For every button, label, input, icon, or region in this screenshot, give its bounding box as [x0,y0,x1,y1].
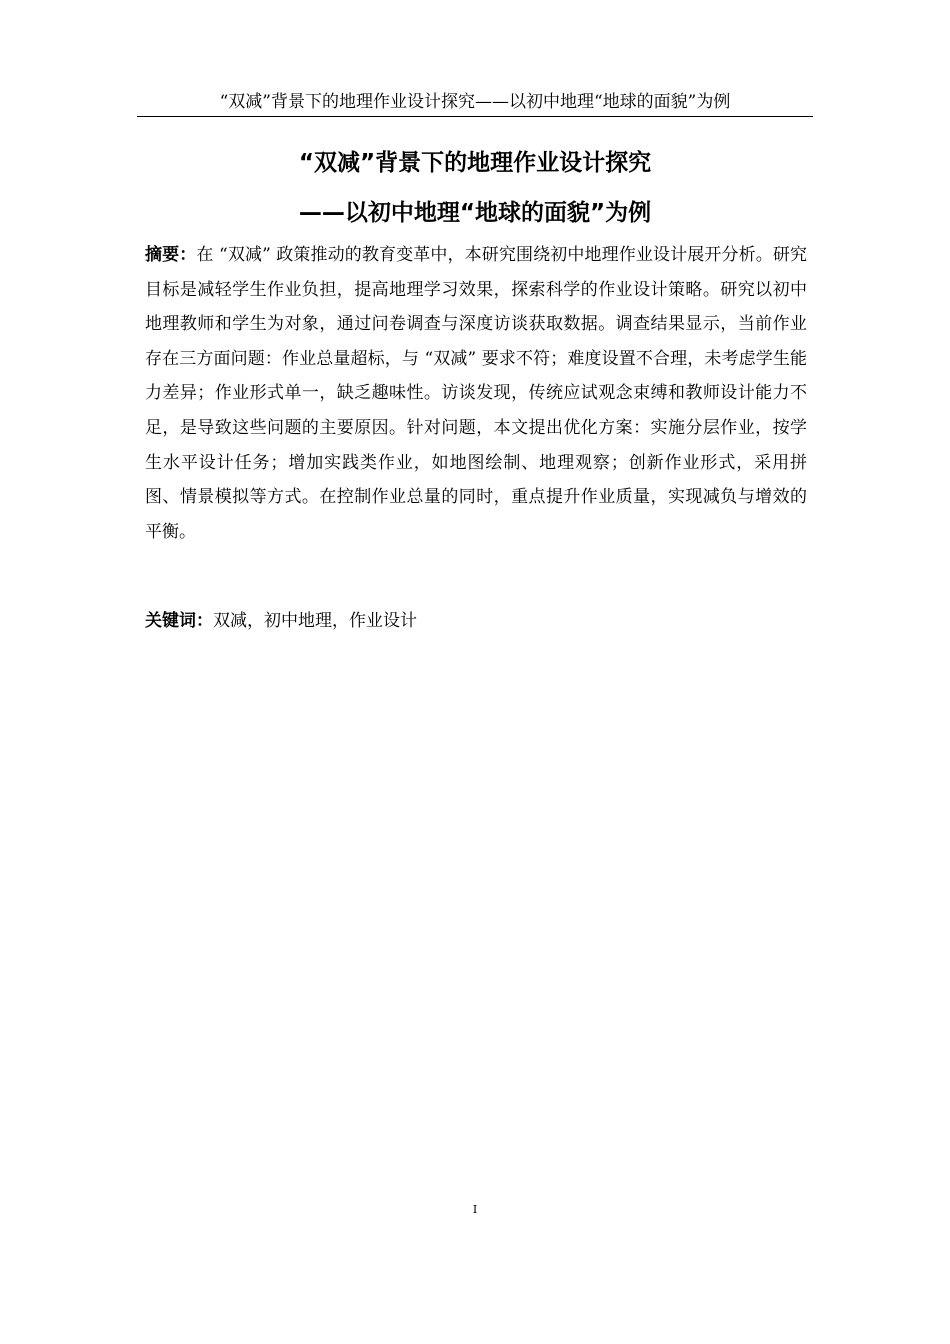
keywords-text: 双减，初中地理，作业设计 [213,611,417,631]
page-number: I [472,1203,478,1216]
paper-title: “双减”背景下的地理作业设计探究 [298,150,652,176]
paper-subtitle: ——以初中地理“地球的面貌”为例 [298,200,652,226]
abstract-paragraph [145,238,807,549]
header-rule [137,116,813,117]
abstract-label: 摘要： [145,245,197,265]
running-header: “双减”背景下的地理作业设计探究——以初中地理“地球的面貌”为例 [219,92,731,112]
keywords-label: 关键词： [145,611,213,631]
keywords-line [145,606,807,636]
abstract-text: 在 “双减” 政策推动的教育变革中，本研究围绕初中地理作业设计展开分析。研究目标是减轻学生作业负担，提高地理学习效果，探索科学的作业设计策略。研究以初中地理教师和学生为对象，通过问卷调查与深度访谈获取数据。调查结果显示，当前作业存在三方面问题：作业总量超标，与 “双减” 要求不符；难度设置不合理，未考虑学生能力差异；作业形式单一，缺乏趣味性。访谈发现，传统应试观念束缚和教师设计能力不足，是导致这些问题的主要原因。针对问题，本文提出优化方案：实施分层作业，按学生水平设计任务；增加实践类作业，如地图绘制、地理观察；创新作业形式，采用拼图、情景模拟等方式。在控制作业总量的同时，重点提升作业质量，实现减负与增效的平衡。 [145,245,807,542]
